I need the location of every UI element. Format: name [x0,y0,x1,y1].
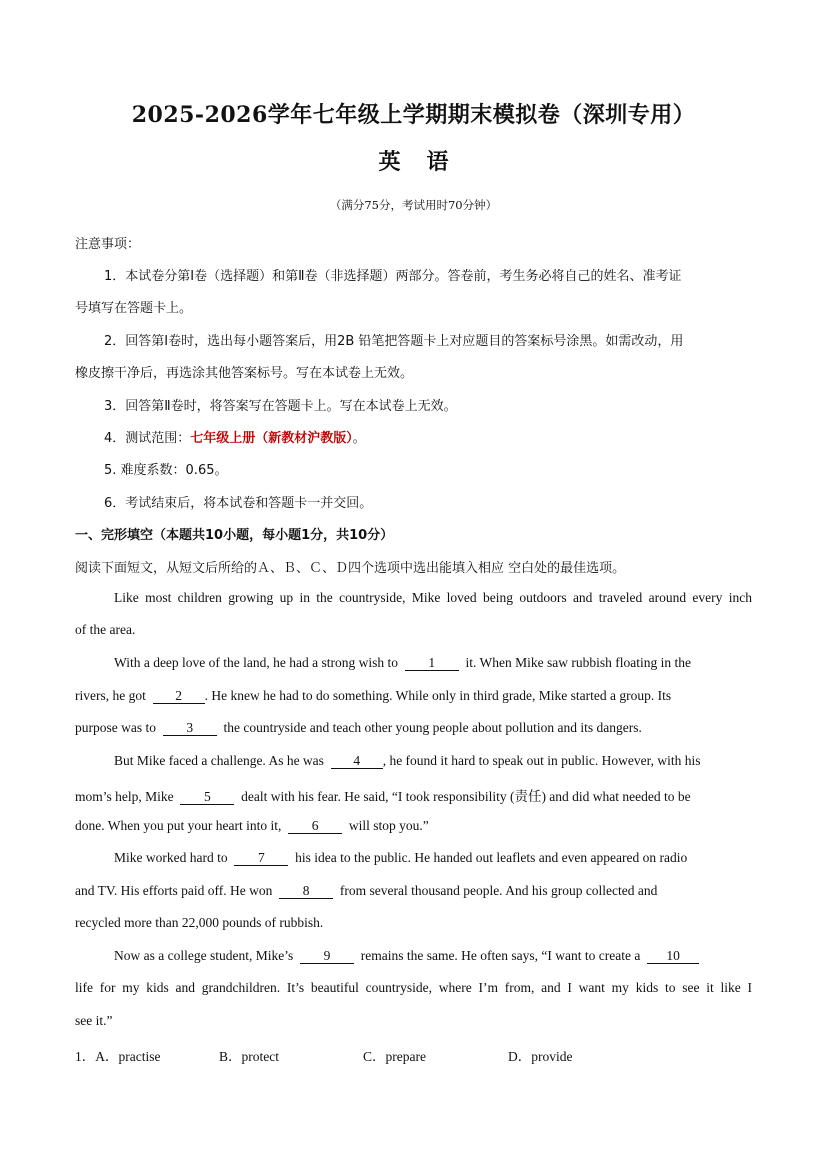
note-item-4-suffix: 。 [352,431,366,446]
note-item-5: 5. 难度系数：0.65。 [104,463,228,478]
passage-line: But Mike faced a challenge. As he was 4 , he found it hard to speak out in public. However, with his [114,753,701,768]
note-item-2-cont: 橡皮擦干净后，再选涂其他答案标号。写在本试卷上无效。 [75,366,414,381]
section-instruction: 阅读下面短文，从短文后所给的Ａ、Ｂ、Ｃ、Ｄ四个选项中选出能填入相应 空白处的最佳选项。 [75,561,626,576]
blank-1[interactable]: 1 [405,656,459,671]
passage-line: mom’s help, Mike 5 dealt with his fear. He said, “I took responsibility (责任) and did what needed to be [75,789,691,804]
passage-line: and TV. His efforts paid off. He won 8 from several thousand people. And his group collected and [75,883,658,898]
blank-4[interactable]: 4 [331,754,383,769]
option-b[interactable]: B．protect [219,1049,279,1064]
option-c[interactable]: C．prepare [363,1049,426,1064]
exam-title: 2025-2026学年七年级上学期期末模拟卷（深圳专用） [131,102,696,128]
passage-line: Now as a college student, Mike’s 9 remains the same. He often says, “I want to create a 10 [114,948,699,964]
blank-10[interactable]: 10 [647,949,699,964]
section-heading: 一、完形填空（本题共10小题，每小题1分，共10分） [75,528,394,543]
subject-title: 英语 [378,150,475,175]
question-1 [75,1045,160,1065]
passage-line: see it.” [75,1013,113,1028]
passage-line: With a deep love of the land, he had a strong wish to 1 it. When Mike saw rubbish floating in the [114,655,691,670]
note-item-2: 2．回答第Ⅰ卷时，选出每小题答案后，用2B 铅笔把答题卡上对应题目的答案标号涂黑。如需改动，用 [104,334,684,349]
question-number: 1． [75,1049,96,1064]
option-d[interactable]: D．provide [508,1049,573,1064]
notes-heading: 注意事项： [75,237,141,252]
blank-7[interactable]: 7 [234,851,288,866]
passage-line: Mike worked hard to 7 his idea to the public. He handed out leaflets and even appeared on radio [114,850,688,865]
blank-6[interactable]: 6 [288,819,342,834]
passage-line: of the area. [75,622,136,637]
blank-5[interactable]: 5 [180,790,234,805]
score-note: （满分75分，考试用时70分钟） [329,198,498,212]
passage-line: done. When you put your heart into it, 6 will stop you.” [75,818,429,833]
passage-line: Like most children growing up in the countryside, Mike loved being outdoors and traveled around every inch [114,590,752,605]
passage-line: recycled more than 22,000 pounds of rubbish. [75,915,324,930]
test-range: 七年级上册（新教材沪教版） [190,431,353,446]
note-item-3: 3．回答第Ⅱ卷时，将答案写在答题卡上。写在本试卷上无效。 [104,399,457,414]
blank-9[interactable]: 9 [300,949,354,964]
passage-line: purpose was to 3 the countryside and teach other young people about pollution and its dangers. [75,720,642,735]
blank-3[interactable]: 3 [163,721,217,736]
passage-line: rivers, he got 2 . He knew he had to do something. While only in third grade, Mike started a group. Its [75,688,672,703]
note-item-1-cont: 号填写在答题卡上。 [75,301,193,316]
blank-8[interactable]: 8 [279,884,333,899]
note-item-4-prefix: 4．测试范围： [104,431,191,446]
blank-2[interactable]: 2 [153,689,205,704]
note-item-4 [104,427,366,446]
note-item-6: 6．考试结束后，将本试卷和答题卡一并交回。 [104,496,373,511]
option-a[interactable]: A．practise [95,1049,161,1064]
note-item-1: 1．本试卷分第Ⅰ卷（选择题）和第Ⅱ卷（非选择题）两部分。答卷前，考生务必将自己的姓名、准考证 [104,269,682,284]
passage-line: life for my kids and grandchildren. It’s beautiful countryside, where I’m from, and I want my kids to see it like I [75,980,752,995]
